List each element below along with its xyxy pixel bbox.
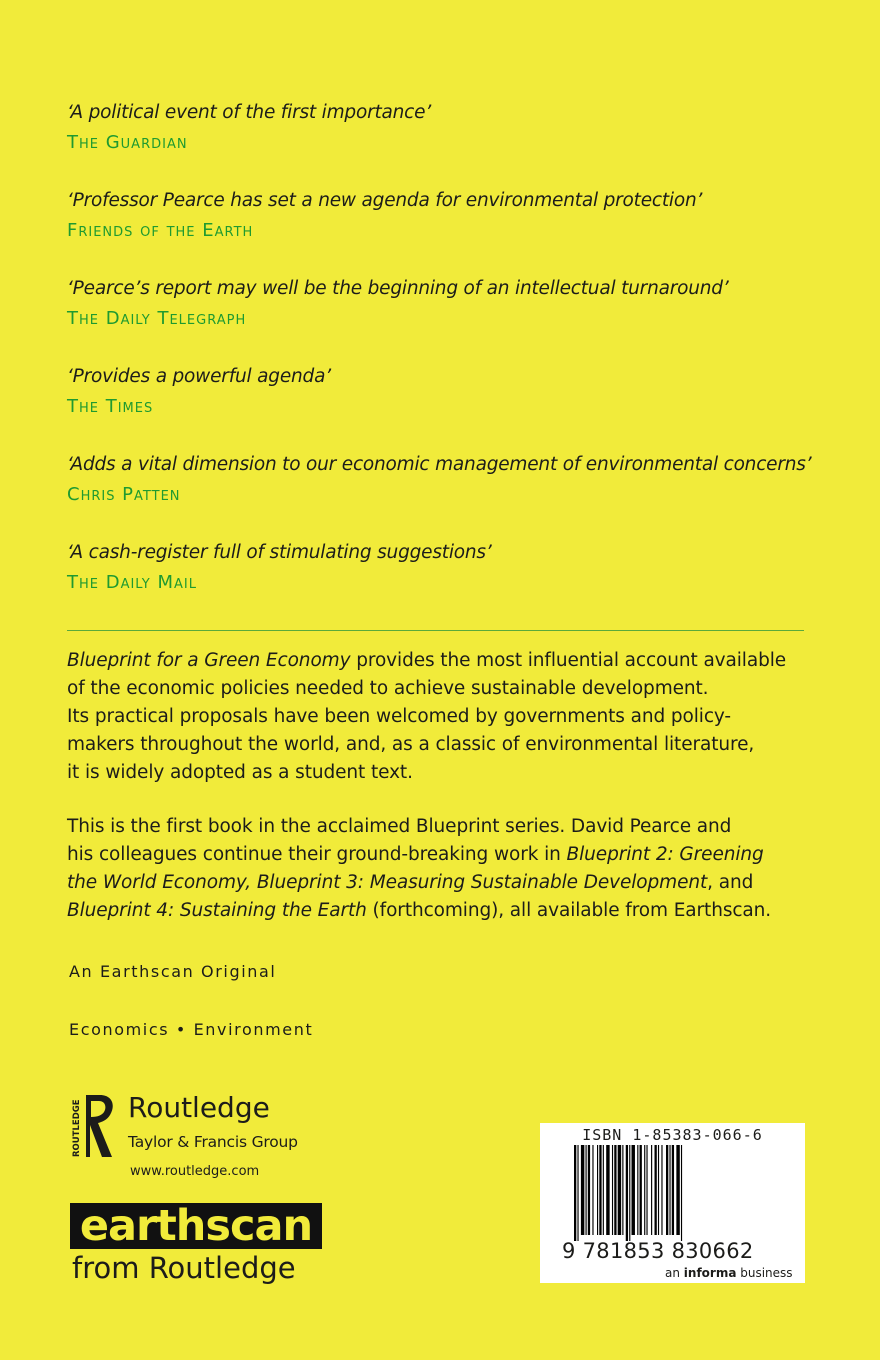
blurb-line [67, 897, 827, 925]
barcode-bar [592, 1145, 593, 1235]
barcode-bar [597, 1145, 598, 1235]
barcode-bar [612, 1145, 613, 1235]
quote-text: ‘Provides a powerful agenda’ [67, 366, 331, 387]
earthscan-logo [70, 1203, 322, 1249]
barcode-block [540, 1123, 805, 1283]
quote-source: The Daily Telegraph [67, 308, 247, 329]
barcode-bar [640, 1145, 642, 1235]
barcode-bar [666, 1145, 668, 1235]
blurb-line: of the economic policies needed to achieve sustainable development. [67, 678, 709, 699]
blurb-text: his colleagues continue their ground-breaking work in [67, 844, 567, 865]
quote-text: ‘A political event of the first importance’ [67, 102, 432, 123]
barcode-bar [644, 1145, 645, 1235]
quote-guardian [67, 100, 827, 188]
book-title: Blueprint for a Green Economy [67, 650, 351, 671]
quote-source: The Guardian [67, 132, 188, 153]
earthscan-wordmark: earthscan [79, 1201, 313, 1251]
barcode-digits: 9 781853 830662 [562, 1239, 754, 1263]
earthscan-from-routledge: from Routledge [72, 1251, 296, 1285]
barcode-bar [655, 1145, 657, 1235]
quote-daily-telegraph [67, 276, 827, 364]
quote-source: The Daily Mail [67, 572, 197, 593]
barcode-bar [651, 1145, 652, 1235]
quote-source: Chris Patten [67, 484, 181, 505]
barcode-bar [646, 1145, 647, 1235]
barcode-bar [577, 1145, 578, 1241]
isbn-number: ISBN 1-85383-066-6 [582, 1126, 763, 1144]
quote-chris-patten [67, 452, 827, 540]
review-quotes [67, 100, 827, 628]
blurb-line: it is widely adopted as a student text. [67, 762, 413, 783]
barcode-bar [629, 1145, 630, 1241]
barcode-bar [581, 1145, 584, 1235]
quote-source: Friends of the Earth [67, 220, 254, 241]
routledge-group: Taylor & Francis Group [128, 1133, 298, 1151]
barcode-bar [599, 1145, 601, 1235]
barcode-bar [588, 1145, 590, 1235]
blurb-text: provides the most influential account available [350, 650, 787, 671]
barcode-bar [681, 1145, 682, 1241]
barcode-bar [614, 1145, 616, 1235]
imprint-label: An Earthscan Original [69, 962, 277, 981]
barcode-bar [606, 1145, 609, 1235]
routledge-r-icon [72, 1093, 118, 1159]
series-title: the World Economy, Blueprint 3: Measuring Sustainable Development [67, 872, 708, 893]
barcode-bar [661, 1145, 662, 1235]
barcode-bar [618, 1145, 621, 1235]
informa-pre: an [665, 1266, 684, 1280]
quote-text: ‘Pearce’s report may well be the beginning of an intellectual turnaround’ [67, 278, 729, 299]
routledge-name: Routledge [128, 1091, 270, 1124]
blurb-line: This is the first book in the acclaimed Blueprint series. David Pearce and [67, 816, 732, 837]
blurb-text: (forthcoming), all available from Earthscan. [366, 900, 772, 921]
series-title: Blueprint 4: Sustaining the Earth [67, 900, 367, 921]
barcode-bar [603, 1145, 604, 1235]
quote-the-times [67, 364, 827, 452]
informa-post: business [736, 1266, 793, 1280]
routledge-url: www.routledge.com [130, 1164, 260, 1179]
barcode-bar [632, 1145, 635, 1235]
series-title: Blueprint 2: Greening [566, 844, 764, 865]
barcode-bar [626, 1145, 628, 1241]
description-paragraph [67, 647, 827, 787]
divider-rule [67, 630, 804, 631]
blurb-line [67, 869, 827, 897]
barcode-bar [658, 1145, 659, 1235]
barcode-bar [622, 1145, 623, 1235]
informa-business [665, 1266, 793, 1280]
blurb-line [67, 841, 827, 869]
barcode-bar [669, 1145, 670, 1235]
barcode-bar [672, 1145, 674, 1235]
quote-daily-mail [67, 540, 827, 628]
blurb-line: makers throughout the world, and, as a classic of environmental literature, [67, 734, 755, 755]
quote-text: ‘A cash-register full of stimulating suggestions’ [67, 542, 492, 563]
barcode-bar [574, 1145, 576, 1241]
routledge-vertical-word: ROUTLEDGE [72, 1099, 82, 1157]
series-paragraph [67, 813, 827, 925]
blurb-line: Its practical proposals have been welcomed by governments and policy- [67, 706, 731, 727]
quote-text: ‘Professor Pearce has set a new agenda for environmental protection’ [67, 190, 703, 211]
quote-friends-of-the-earth [67, 188, 827, 276]
quote-source: The Times [67, 396, 154, 417]
subject-categories: Economics • Environment [69, 1020, 314, 1039]
blurb-text: , and [707, 872, 754, 893]
barcode-bar [586, 1145, 587, 1235]
blurb-line [67, 647, 827, 675]
informa-bold: informa [683, 1266, 737, 1280]
barcode-bars [574, 1145, 784, 1241]
barcode-bar [637, 1145, 638, 1235]
quote-text: ‘Adds a vital dimension to our economic management of environmental concerns’ [67, 454, 812, 475]
barcode-bar [676, 1145, 679, 1235]
